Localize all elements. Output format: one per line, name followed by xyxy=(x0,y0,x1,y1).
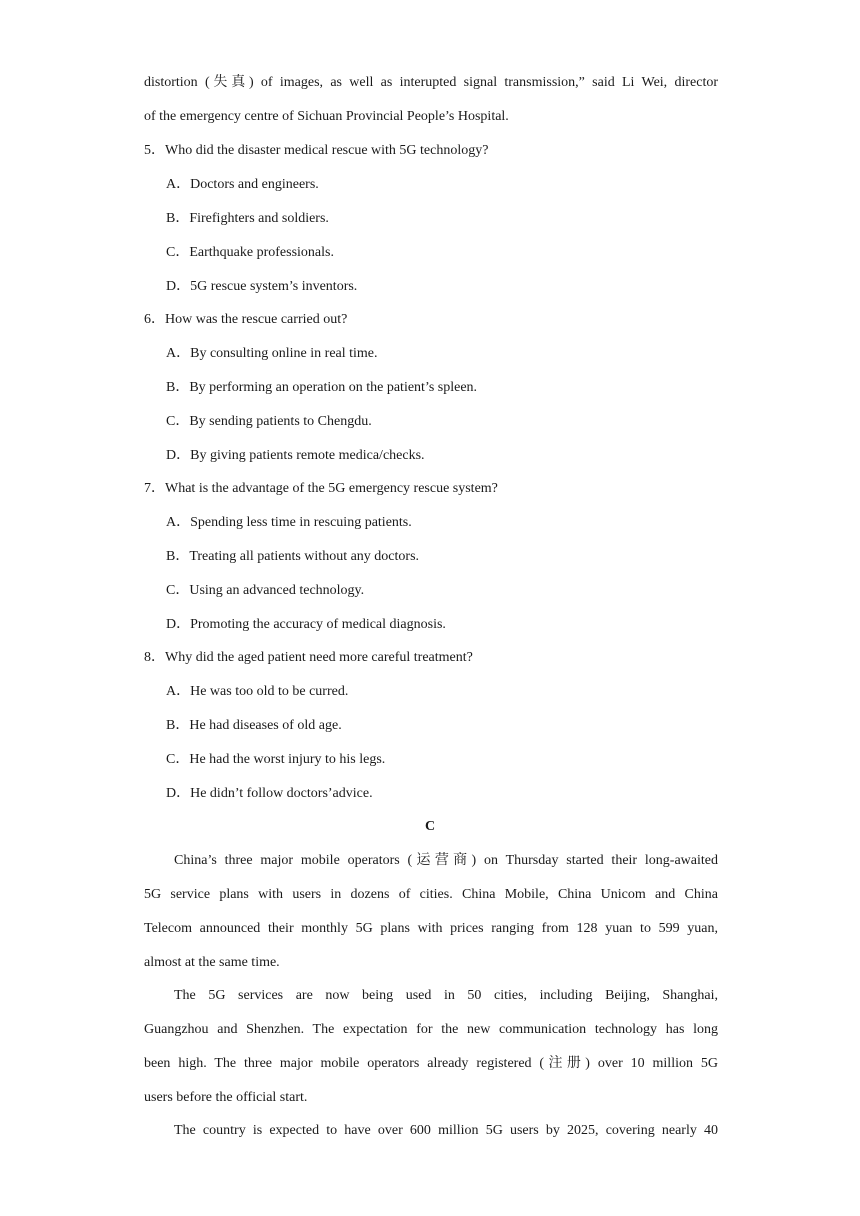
question-stem: 8．Why did the aged patient need more careful treatment? xyxy=(144,650,473,665)
answer-option: B．Firefighters and soldiers. xyxy=(166,211,329,226)
answer-option: B．By performing an operation on the patient’s spleen. xyxy=(166,380,478,395)
answer-option: B．He had diseases of old age. xyxy=(166,718,342,733)
paragraph-line: Guangzhou and Shenzhen. The expectation for the new communication technology has long xyxy=(144,1022,718,1037)
passage-line: distortion (失真) of images, as well as interupted signal transmission,” said Li Wei, director xyxy=(144,75,718,90)
paragraph-line: Telecom announced their monthly 5G plans with prices ranging from 128 yuan to 599 yuan, xyxy=(144,921,718,936)
answer-option: C．By sending patients to Chengdu. xyxy=(166,414,372,429)
paragraph-line: China’s three major mobile operators (运营商) on Thursday started their long-awaited xyxy=(174,853,718,868)
paragraph-line: 5G service plans with users in dozens of cities. China Mobile, China Unicom and China xyxy=(144,887,718,902)
answer-option: C．Earthquake professionals. xyxy=(166,245,334,260)
answer-option: A．He was too old to be curred. xyxy=(166,684,349,699)
answer-option: D．He didn’t follow doctors’advice. xyxy=(166,786,373,801)
answer-option: A．By consulting online in real time. xyxy=(166,346,378,361)
question-stem: 5．Who did the disaster medical rescue with 5G technology? xyxy=(144,143,489,158)
passage-line: of the emergency centre of Sichuan Provincial People’s Hospital. xyxy=(144,109,509,124)
paragraph-line: been high. The three major mobile operators already registered (注册) over 10 million 5G xyxy=(144,1056,718,1071)
answer-option: D．By giving patients remote medica/checks. xyxy=(166,448,425,463)
answer-option: A．Doctors and engineers. xyxy=(166,177,319,192)
answer-option: B．Treating all patients without any doctors. xyxy=(166,549,420,564)
question-stem: 7．What is the advantage of the 5G emergency rescue system? xyxy=(144,481,498,496)
paragraph-line: The 5G services are now being used in 50 cities, including Beijing, Shanghai, xyxy=(174,988,718,1003)
answer-option: A．Spending less time in rescuing patients. xyxy=(166,515,412,530)
answer-option: D．Promoting the accuracy of medical diagnosis. xyxy=(166,617,446,632)
answer-option: D．5G rescue system’s inventors. xyxy=(166,279,358,294)
paragraph-line: almost at the same time. xyxy=(144,955,280,970)
question-stem: 6．How was the rescue carried out? xyxy=(144,312,348,327)
answer-option: C．He had the worst injury to his legs. xyxy=(166,752,386,767)
paragraph-line: users before the official start. xyxy=(144,1090,308,1105)
section-heading: C xyxy=(424,819,436,834)
paragraph-line: The country is expected to have over 600 million 5G users by 2025, covering nearly 40 xyxy=(174,1123,718,1138)
answer-option: C．Using an advanced technology. xyxy=(166,583,365,598)
